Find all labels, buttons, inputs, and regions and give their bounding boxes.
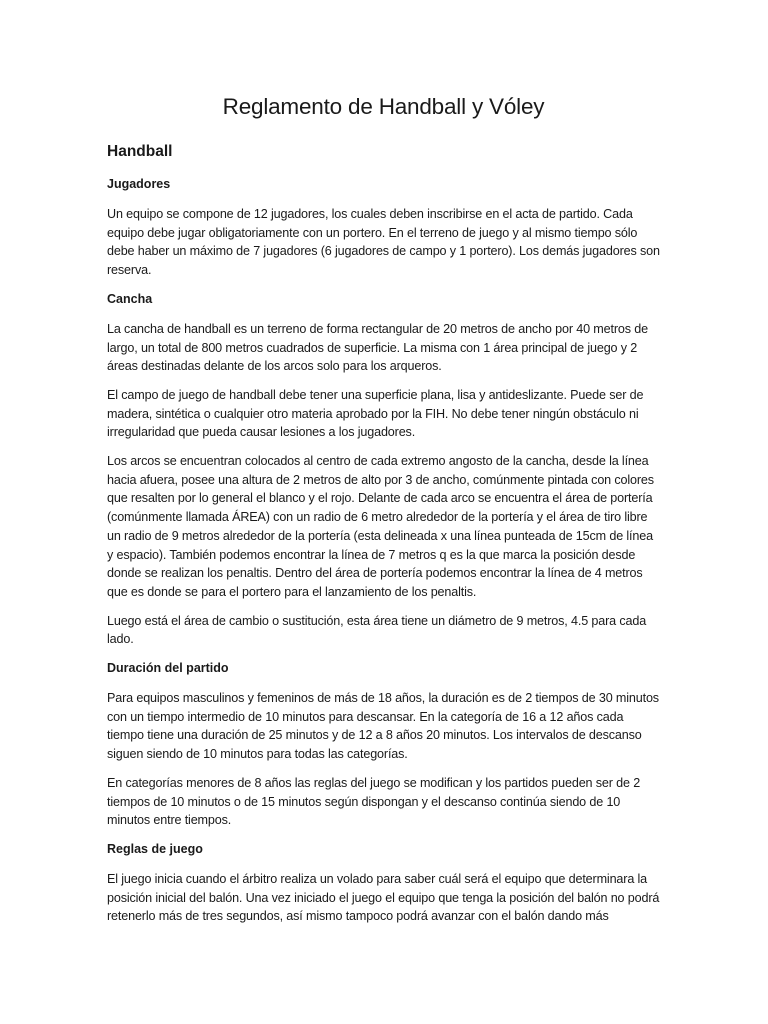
paragraph: Luego está el área de cambio o sustitución, esta área tiene un diámetro de 9 metros, 4.5 para cada lado. <box>107 613 647 647</box>
paragraph: El campo de juego de handball debe tener una superficie plana, lisa y antideslizante. Puede ser de madera, sintética o cualquier otro materia aprobado por la FIH. No debe tener ningún obstáculo ni irregularidad que pueda causar lesiones a los jugadores. <box>107 387 644 440</box>
paragraph: Para equipos masculinos y femeninos de más de 18 años, la duración es de 2 tiempos de 30 minutos con un tiempo intermedio de 10 minutos para descansar. En la categoría de 16 a 12 años cada tiempo tiene una duración de 25 minutos y de 12 a 8 años 20 minutos. Los intervalos de descanso siguen siendo de 10 minutos para todas las categorías. <box>107 691 659 762</box>
paragraph: Los arcos se encuentran colocados al centro de cada extremo angosto de la cancha, desde la línea hacia afuera, posee una altura de 2 metros de alto por 3 de ancho, comúnmente pintada con colores que resalten por lo general el blanco y el rojo. Delante de cada arco se encuentra el área de portería (comúnmente llamada ÁREA) con un radio de 6 metro alrededor de la portería y el área de tiro libre un radio de 9 metros alrededor de la portería (esta delineada x una línea punteada de 15cm de línea y espacio). También podemos encontrar la línea de 7 metros q es la que marca la posición desde donde se realizan los penaltis. Dentro del área de portería podemos encontrar la línea de 4 metros que es donde se para el portero para el lanzamiento de los penaltis. <box>107 454 654 599</box>
section-heading-handball: Handball <box>107 143 173 160</box>
paragraph: El juego inicia cuando el árbitro realiza un volado para saber cuál será el equipo que determinara la posición inicial del balón. Una vez iniciado el juego el equipo que tenga la posición del balón no podrá retenerlo más de tres segundos, así mismo tampoco podrá avanzar con el balón dando más <box>107 871 660 924</box>
paragraph: En categorías menores de 8 años las reglas del juego se modifican y los partidos pueden ser de 2 tiempos de 10 minutos o de 15 minutos según dispongan y el descanso continúa siendo de 10 minutos entre tiempos. <box>107 775 641 828</box>
subheading: Cancha <box>107 291 153 306</box>
paragraph: La cancha de handball es un terreno de forma rectangular de 20 metros de ancho por 40 metros de largo, un total de 800 metros cuadrados de superficie. La misma con 1 área principal de juego y 2 áreas destinadas delante de los arcos solo para los arqueros. <box>107 321 648 374</box>
paragraph: Un equipo se compone de 12 jugadores, los cuales deben inscribirse en el acta de partido. Cada equipo debe jugar obligatoriamente con un portero. En el terreno de juego y al mismo tiempo sólo debe haber un máximo de 7 jugadores (6 jugadores de campo y 1 portero). Los demás jugadores son reserva. <box>107 207 660 278</box>
document-title: Reglamento de Handball y Vóley <box>222 94 545 119</box>
subheading: Reglas de juego <box>107 841 203 856</box>
subheading: Duración del partido <box>107 661 229 676</box>
document-body <box>107 175 660 926</box>
subheading: Jugadores <box>107 177 171 191</box>
